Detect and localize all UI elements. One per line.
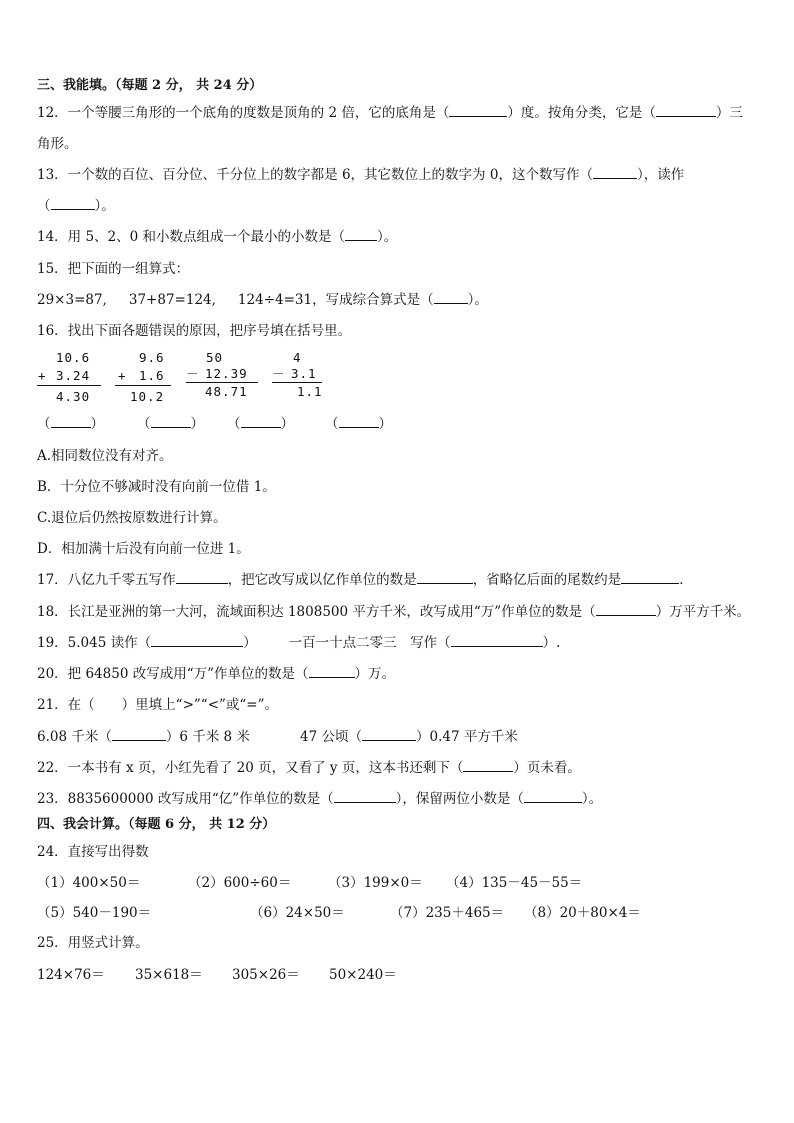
question-18: [37, 603, 750, 621]
q24-item-1: （1）400×50＝: [37, 875, 141, 891]
answer-blank[interactable]: [656, 104, 716, 117]
q19-text-b: ）: [243, 635, 257, 651]
vc4-operator: －: [272, 366, 286, 381]
q12-text-c: ）三: [715, 105, 743, 121]
question-12: [37, 104, 743, 122]
q23-text-a: 23．8835600000 改写成用“亿”作单位的数是（: [37, 791, 334, 807]
answer-blank[interactable]: [524, 790, 582, 803]
answer-blank[interactable]: [451, 634, 543, 647]
answer-blank[interactable]: [463, 759, 513, 772]
q15-expr-1: 29×3=87,: [37, 292, 107, 308]
answer-blank[interactable]: [51, 197, 95, 210]
answer-blank[interactable]: [434, 291, 468, 304]
vc3-top: 50: [206, 350, 224, 365]
vc4-result: 1.1: [297, 384, 323, 399]
q16-option-c: C.退位后仍然按原数进行计算。: [37, 510, 227, 526]
q21-comparison-2: 47 公顷（ ）0.47 平方千米: [300, 729, 518, 745]
q20-text-b: ）万。: [354, 666, 396, 682]
q14-text-a: 14．用 5、2、0 和小数点组成一个最小的小数是（: [37, 229, 346, 245]
q24-item-3: （3）199×0＝: [328, 875, 423, 891]
q15-text-e4: ）。: [467, 292, 488, 308]
q12-text-a: 12．一个等腰三角形的一个底角的度数是顶角的 2 倍，它的底角是（: [37, 105, 450, 121]
q17-text-b: ，把它改写成以亿作单位的数是: [227, 572, 417, 588]
answer-blank[interactable]: [241, 415, 281, 428]
q21-comparison-1: 6.08 千米（ ）6 千米 8 米: [37, 729, 250, 745]
answer-blank[interactable]: [339, 415, 379, 428]
q17-text-c: ，省略亿后面的尾数约是: [472, 572, 622, 588]
q19-text-d: ）.: [542, 635, 561, 651]
q14-text-b: ）。: [377, 229, 398, 245]
question-23: [37, 790, 602, 808]
q22-text-a: 22．一本书有 x 页，小红先看了 20 页，又看了 y 页，这本书还剩下（: [37, 760, 464, 776]
answer-blank[interactable]: [362, 728, 416, 741]
question-25: 25．用竖式计算。: [37, 935, 149, 951]
q16-answer-4: （ ）: [325, 416, 392, 432]
q24-item-2: （2）600÷60＝: [188, 875, 292, 891]
q24-item-7: （7）235＋465＝: [390, 905, 505, 921]
q19-text-a: 19．5.045 读作（: [37, 635, 152, 651]
q24-item-4: （4）135－45－55＝: [446, 875, 583, 891]
answer-blank[interactable]: [417, 571, 473, 584]
q12-continuation: 角形。: [37, 136, 78, 152]
answer-blank[interactable]: [151, 634, 243, 647]
q18-text-a: 18．长江是亚洲的第一大河，流域面积达 1808500 平方千米，改写成用“万”作单位的数是（: [37, 604, 596, 620]
answer-blank[interactable]: [596, 603, 656, 616]
q20-text-a: 20．把 64850 改写成用“万”作单位的数是（: [37, 666, 309, 682]
vc1-operator: +: [38, 368, 47, 383]
q12-text-b: ）度。按角分类，它是（: [507, 105, 656, 121]
question-24: 24．直接写出得数: [37, 844, 149, 860]
q24-item-8: （8）20＋80×4＝: [524, 905, 641, 921]
q18-text-b: ）万平方千米。: [655, 604, 751, 620]
q17-text-d: .: [679, 572, 684, 588]
vc2-top: 9.6: [139, 350, 165, 365]
vc4-bottom: 3.1: [291, 366, 317, 381]
q25-item-2: 35×618＝: [135, 967, 203, 983]
q24-item-6: （6）24×50＝: [250, 905, 345, 921]
vc4-rule: [272, 382, 322, 383]
q15-expr-2: 37+87=124,: [128, 292, 216, 308]
vc3-bottom: 12.39: [205, 366, 248, 381]
answer-blank[interactable]: [151, 415, 191, 428]
q19-text-c: 一百一十点二零三 写作（: [288, 635, 451, 651]
vc1-rule: [37, 385, 101, 386]
question-16: 16．找出下面各题错误的原因，把序号填在括号里。: [37, 323, 352, 339]
question-15: 15．把下面的一组算式：: [37, 261, 190, 277]
question-17: [37, 571, 683, 589]
q17-text-a: 17．八亿九千零五写作: [37, 572, 176, 588]
q16-answer-2: （ ）: [137, 416, 204, 432]
q25-item-1: 124×76＝: [37, 967, 105, 983]
question-20: [37, 665, 395, 683]
q13-continuation: [37, 197, 115, 215]
vc1-bottom: 3.24: [56, 368, 91, 383]
answer-blank[interactable]: [112, 728, 166, 741]
answer-blank[interactable]: [345, 228, 377, 241]
q13-text-c: （: [37, 198, 51, 214]
question-22: [37, 759, 581, 777]
answer-blank[interactable]: [621, 571, 679, 584]
answer-blank[interactable]: [334, 790, 396, 803]
q15-expr-3: 124÷4=31，写成综合算式是（: [237, 292, 434, 308]
question-13: [37, 166, 684, 184]
answer-blank[interactable]: [176, 571, 228, 584]
q24-item-5: （5）540－190＝: [37, 905, 152, 921]
q23-text-c: ）。: [581, 791, 603, 807]
question-19: [37, 634, 560, 652]
q16-option-a: A.相同数位没有对齐。: [37, 448, 173, 464]
q23-text-b: ），保留两位小数是（: [395, 791, 524, 807]
q25-item-4: 50×240＝: [329, 967, 397, 983]
vc3-result: 48.71: [205, 384, 248, 399]
answer-blank[interactable]: [593, 166, 637, 179]
q13-text-d: ）。: [94, 198, 115, 214]
question-14: [37, 228, 397, 246]
question-21: 21．在（ ）里填上“>”“<”或“=”。: [37, 697, 279, 713]
q13-text-b: ），读作: [636, 167, 685, 183]
q16-answer-1: （ ）: [37, 416, 104, 432]
vc3-rule: [186, 382, 258, 383]
answer-blank[interactable]: [309, 665, 355, 678]
q16-answer-3: （ ）: [227, 416, 294, 432]
section-3-title: 三、我能填。（每题 2 分， 共 24 分）: [37, 78, 263, 93]
q15-expressions: [37, 291, 488, 309]
vc4-top: 4: [293, 350, 302, 365]
vc2-operator: +: [118, 368, 127, 383]
vc2-bottom: 1.6: [139, 368, 165, 383]
q16-option-b: B．十分位不够减时没有向前一位借 1。: [37, 479, 276, 495]
q25-item-3: 305×26＝: [232, 967, 300, 983]
answer-blank[interactable]: [51, 415, 91, 428]
q16-option-d: D．相加满十后没有向前一位进 1。: [37, 541, 250, 557]
vc2-result: 10.2: [130, 389, 165, 404]
section-4-title: 四、我会计算。（每题 6 分， 共 12 分）: [37, 817, 276, 832]
vc3-operator: －: [186, 366, 200, 381]
q22-text-b: ）页未看。: [513, 760, 581, 776]
q13-text-a: 13．一个数的百位、百分位、千分位上的数字都是 6，其它数位上的数字为 0，这个数写作（: [37, 167, 593, 183]
vc2-rule: [115, 385, 171, 386]
vc1-top: 10.6: [56, 350, 91, 365]
answer-blank[interactable]: [449, 104, 507, 117]
vc1-result: 4.30: [56, 389, 91, 404]
